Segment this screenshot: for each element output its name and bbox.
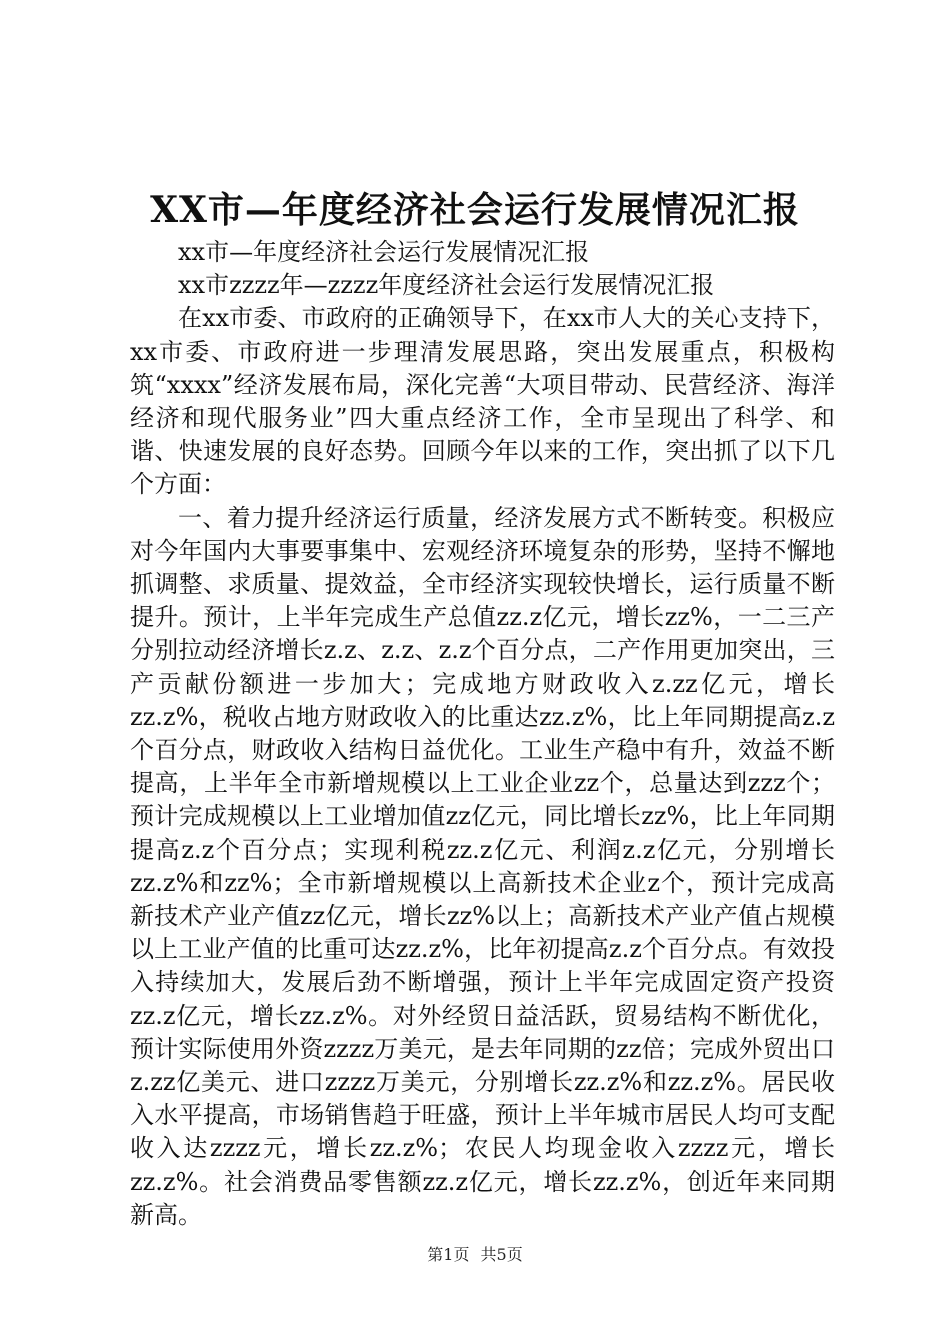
body-paragraph: 一、着力提升经济运行质量，经济发展方式不断转变。积极应对今年国内大事要事集中、宏观经济环境复杂的形势，坚持不懈地抓调整、求质量、提效益，全市经济实现较快增长，运行质量不断提升。预计，上半年完成生产总值zz.z亿元，增长zz%，一二三产分别拉动经济增长z.z、z.z、z.z个百分点，二产作用更加突出，三产贡献份额进一步加大；完成地方财政收入z.zz亿元，增长zz.z%，税收占地方财政收入的比重达zz.z%，比上年同期提高z.z个百分点，财政收入结构日益优化。工业生产稳中有升，效益不断提高，上半年全市新增规模以上工业企业zz个，总量达到zzz个；预计完成规模以上工业增加值zz亿元，同比增长zz%，比上年同期提高z.z个百分点；实现利税zz.z亿元、利润z.z亿元，分别增长zz.z%和zz%；全市新增规模以上高新技术企业z个，预计完成高新技术产业产值zz亿元，增长zz%以上；高新技术产业产值占规模以上工业产值的比重可达zz.z%，比年初提高z.z个百分点。有效投入持续加大，发展后劲不断增强，预计上半年完成固定资产投资zz.z亿元，增长zz.z%。对外经贸日益活跃，贸易结构不断优化，预计实际使用外资zzzz万美元，是去年同期的zz倍；完成外贸出口z.zz亿美元、进口zzzz万美元，分别增长zz.z%和zz.z%。居民收入水平提高，市场销售趋于旺盛，预计上半年城市居民人均可支配收入达zzzz元，增长zz.z%；农民人均现金收入zzzz元，增长zz.z%。社会消费品零售额zz.z亿元，增长zz.z%，创近年来同期新高。 (130, 503, 835, 1229)
document-body (130, 236, 835, 1232)
body-paragraph: xx市zzzz年—zzzz年度经济社会运行发展情况汇报 (178, 271, 715, 300)
page-number: 第1页 (427, 1245, 470, 1264)
body-paragraph: 在xx市委、市政府的正确领导下，在xx市人大的关心支持下，xx市委、市政府进一步理清发展思路，突出发展重点，积极构筑“xxxx”经济发展布局，深化完善“大项目带动、民营经济、海洋经济和现代服务业”四大重点经济工作，全市呈现出了科学、和谐、快速发展的良好态势。回顾今年以来的工作，突出抓了以下几个方面： (130, 304, 835, 499)
page-total: 共5页 (480, 1245, 523, 1264)
page-footer (0, 1244, 950, 1266)
body-paragraph: xx市—年度经济社会运行发展情况汇报 (178, 238, 590, 266)
document-title: XX市—年度经济社会运行发展情况汇报 (150, 189, 800, 231)
